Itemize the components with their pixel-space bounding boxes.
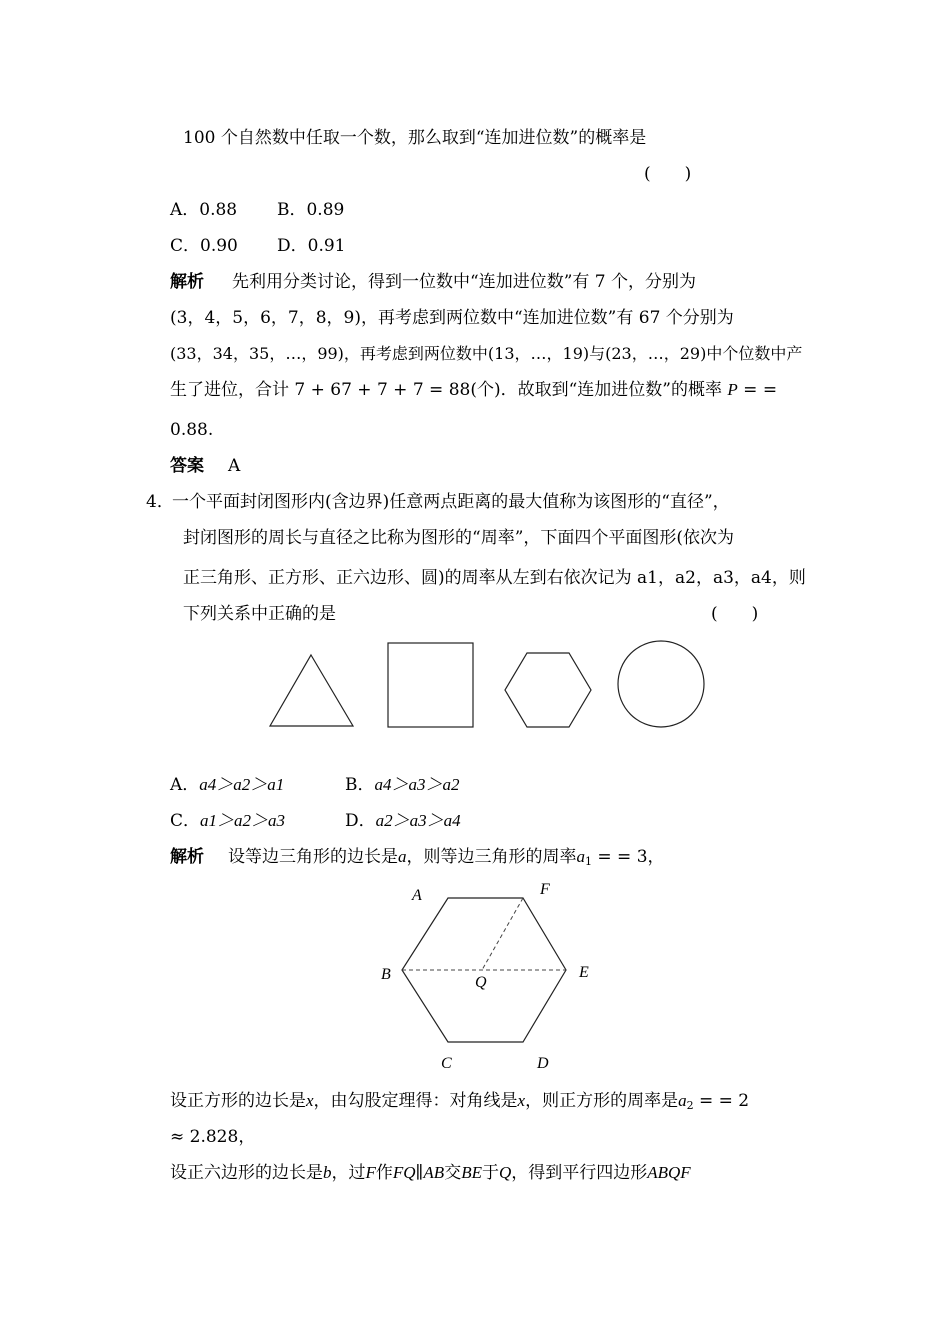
circle-shape: [618, 641, 704, 727]
label-D: D: [537, 1055, 549, 1072]
q4-stem-line3: [183, 566, 806, 590]
label-C: C: [441, 1055, 452, 1072]
q4-option-b-label: B．: [345, 775, 375, 795]
q4-option-d: [345, 809, 461, 833]
square-analysis-b: ，由勾股定理得：对角线是: [313, 1091, 518, 1111]
q3-analysis-line4-text: 生了进位，合计 7 + 67 + 7 + 7 = 88(个)．故取到“连加进位数”的概率: [170, 380, 722, 400]
q3-answer-paren: ( ): [644, 164, 692, 184]
q3-analysis-line1: 先利用分类讨论，得到一位数中“连加进位数”有 7 个，分别为: [232, 272, 697, 292]
triangle-shape: [270, 655, 353, 726]
hex-analysis-d: 交: [444, 1163, 462, 1183]
hex-var-Q: Q: [498, 1163, 512, 1182]
label-E: E: [579, 964, 589, 981]
hexagon-abcdef-figure: [370, 876, 600, 1076]
q3-option-a: A．0.88: [170, 200, 238, 220]
q3-probability-var: P: [727, 380, 738, 399]
q3-option-b: B．0.89: [277, 200, 345, 220]
q3-analysis-line4: [170, 378, 777, 402]
q4-var-a: a: [398, 847, 407, 866]
q4-option-c: [170, 809, 285, 833]
hex-analysis-a: 设正六边形的边长是: [170, 1163, 323, 1183]
q4-option-d-expr: a2＞a3＞a4: [375, 811, 461, 830]
q4-stem-line3-text: 正三角形、正方形、正六边形、圆)的周率从左到右依次记为: [183, 568, 632, 588]
q4-analysis-line1-b: ，则等边三角形的周率: [406, 847, 577, 867]
q3-analysis-line2: (3，4，5，6，7，8，9)，再考虑到两位数中“连加进位数”有 67 个分别为: [170, 308, 734, 328]
q4-option-a: [170, 773, 284, 797]
label-A: A: [412, 887, 422, 904]
q3-analysis-line3: (33，34，35，…，99)，再考虑到两位数中(13，…，19)与(23，…，29)中个位数中产: [170, 344, 803, 363]
q4-a2: a: [678, 1091, 687, 1110]
hex-var-BE: BE: [461, 1163, 482, 1182]
q4-option-a-expr: a4＞a2＞a1: [199, 775, 285, 794]
hex-var-b: b: [323, 1163, 332, 1182]
square-var-x: x: [306, 1091, 314, 1110]
q4-option-c-expr: a1＞a2＞a3: [200, 811, 286, 830]
q3-probability-eq: = =: [737, 380, 778, 400]
square-analysis-c: ，则正方形的周率是: [525, 1091, 679, 1111]
square-analysis-a: 设正方形的边长是: [170, 1091, 306, 1111]
q4-number: 4．: [146, 492, 174, 512]
hex-analysis-e: 于: [481, 1163, 499, 1183]
hexagon-analysis-line1: [170, 1161, 691, 1185]
q4-stem-line3-vars: a1，a2，a3，a4，则: [637, 568, 806, 588]
q3-analysis-line5: 0.88.: [170, 420, 214, 440]
square-var-x-2: x: [517, 1091, 526, 1110]
hex-var-FQ-AB: FQ∥AB: [392, 1163, 445, 1182]
q4-analysis-line1-c: = = 3，: [592, 847, 665, 867]
q4-analysis-line1: 设等边三角形的边长是a，则等边三角形的周率$a_1$ = = 3，: [228, 847, 665, 868]
hex-analysis-b: ，过: [331, 1163, 366, 1183]
q3-stem-line: 100 个自然数中任取一个数，那么取到“连加进位数”的概率是: [183, 128, 647, 148]
q4-analysis-line1-a: 设等边三角形的边长是: [228, 847, 398, 867]
hexagon-shape: [505, 653, 591, 727]
q3-analysis-label: 解析: [170, 272, 204, 292]
q4-option-b: [345, 773, 460, 797]
q4-stem-line2: 封闭图形的周长与直径之比称为图形的“周率”，下面四个平面图形(依次为: [183, 528, 735, 548]
label-B: B: [381, 966, 391, 983]
four-shapes-figure: [262, 636, 712, 736]
q3-answer-label: 答案: [170, 456, 204, 476]
hex-analysis-f: ，得到平行四边形: [511, 1163, 648, 1183]
q4-a1: a: [576, 847, 585, 866]
square-shape: [388, 643, 473, 727]
square-analysis-line2: ≈ 2.828，: [170, 1127, 256, 1147]
q4-answer-paren: ( ): [711, 604, 759, 624]
hex-var-F: F: [365, 1163, 376, 1182]
square-analysis-d: = = 2: [693, 1091, 750, 1111]
q3-option-c: C．0.90: [170, 236, 238, 256]
fq-dashed-line: [482, 898, 523, 970]
q4-option-b-expr: a4＞a3＞a2: [374, 775, 460, 794]
hex-analysis-c: 作: [375, 1163, 393, 1183]
q4-stem-line1: 一个平面封闭图形内(含边界)任意两点距离的最大值称为该图形的“直径”，: [172, 492, 730, 512]
label-Q: Q: [475, 974, 487, 991]
q3-answer-value: A: [228, 456, 241, 476]
q4-option-d-label: D．: [345, 811, 376, 831]
q4-analysis-label: 解析: [170, 847, 204, 867]
q4-stem-line4: 下列关系中正确的是: [183, 604, 336, 624]
square-analysis-line1: 设正方形的边长是x，由勾股定理得：对角线是x，则正方形的周率是$a_2$ = = 2: [170, 1091, 750, 1112]
label-F: F: [540, 881, 550, 898]
q4-option-a-label: A．: [170, 775, 200, 795]
q3-option-d: D．0.91: [277, 236, 346, 256]
q4-option-c-label: C．: [170, 811, 201, 831]
hex-var-ABQF: ABQF: [647, 1163, 691, 1182]
